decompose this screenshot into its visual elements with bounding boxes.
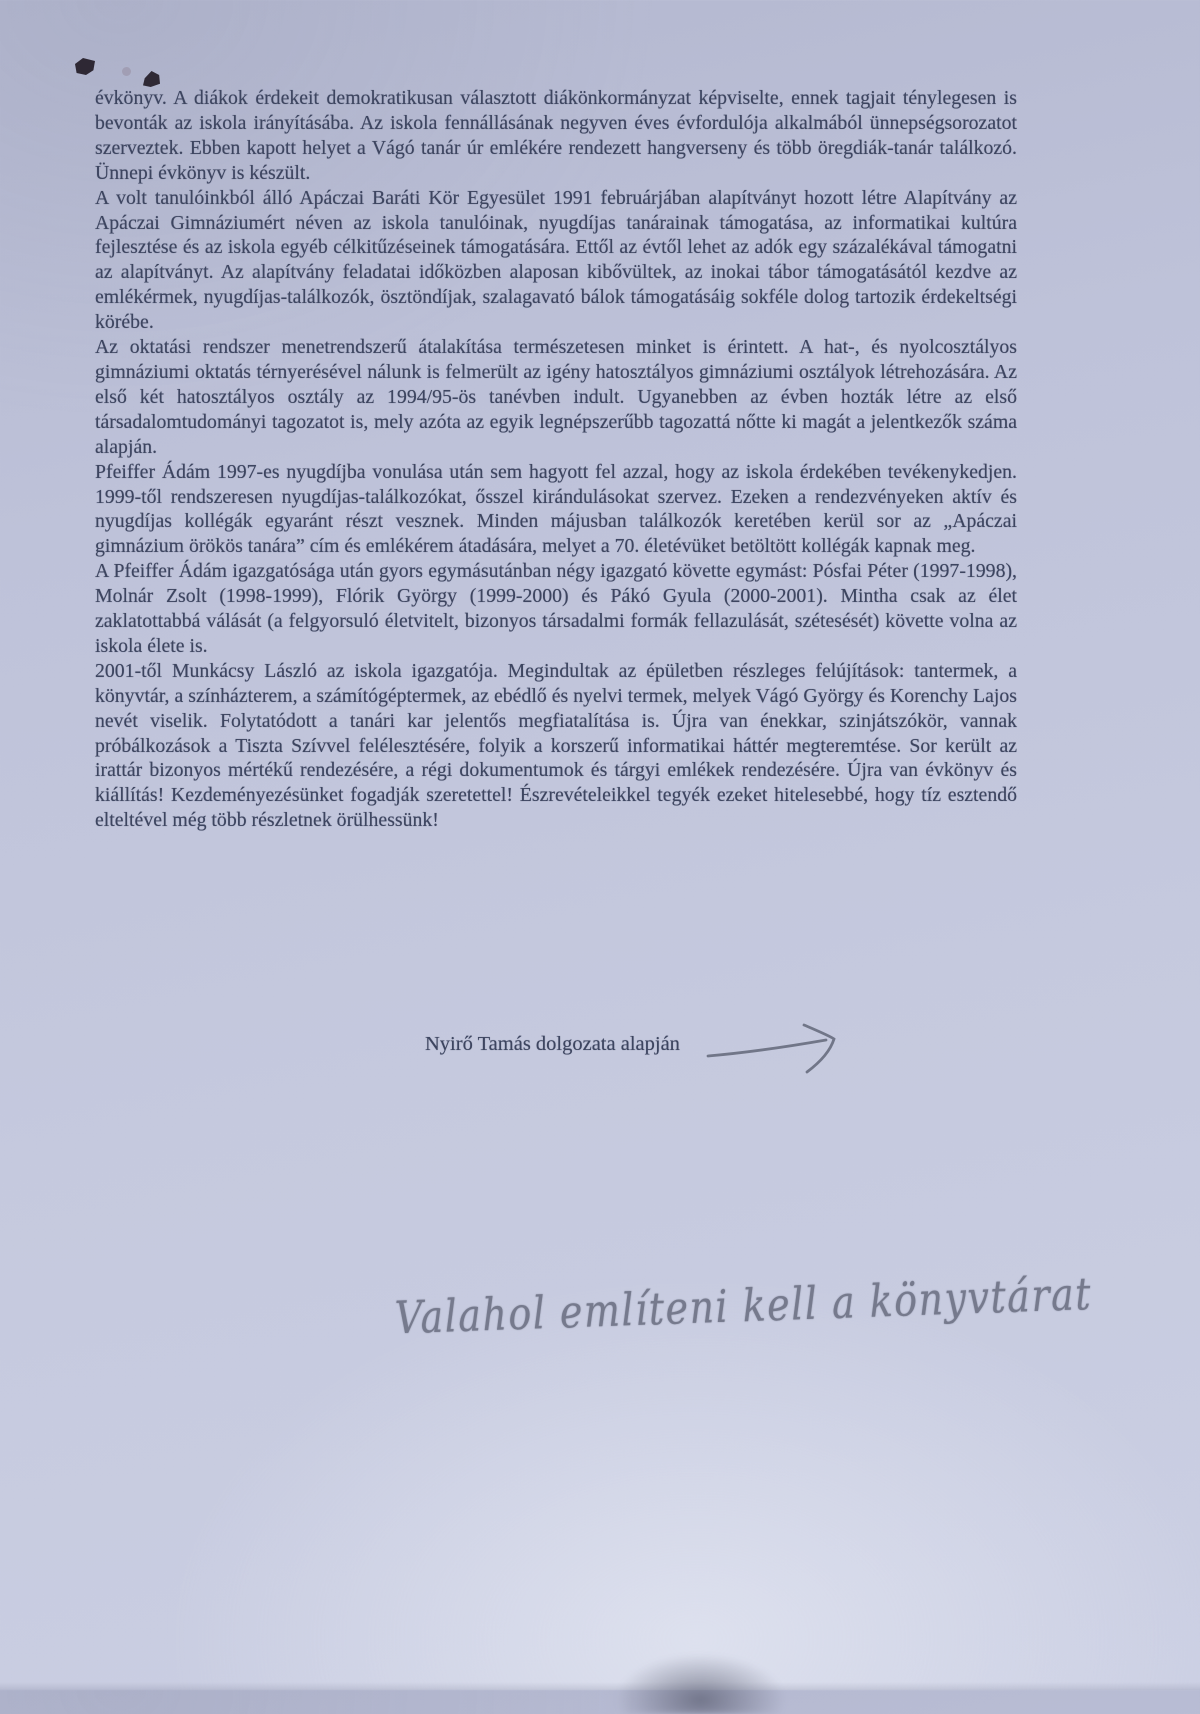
paragraph: A Pfeiffer Ádám igazgatósága után gyors egymásutánban négy igazgató követte egymást: Pósfai Péter (1997-1998), Molnár Zsolt (1998-1999), Flórik György (1999-2000) és Pákó Gyula (2000-2001). Mintha csak az élet zaklatottabbá válását (a felgyorsuló életvitelt, bizonyos társadalmi formák fellazulását, szétesését) követte volna az iskola élete is.: [95, 560, 1017, 657]
scan-edge-shadow: [0, 1682, 1200, 1690]
document-body: [95, 86, 1017, 833]
ink-mark-icon: [143, 71, 160, 87]
ink-dot-icon: [122, 67, 131, 76]
handwritten-arrow-icon: [698, 1018, 858, 1080]
paragraph: évkönyv. A diákok érdekeit demokratikusan választott diákönkormányzat képviselte, ennek tagjait ténylegesen is bevonták az iskola irányításába. Az iskola fennállásának negyven éves évfordulója alkalmából ünnepségsorozatot szerveztek. Ebben kapott helyet a Vágó tanár úr emlékére rendezett hangverseny és több öregdiák-tanár találkozó. Ünnepi évkönyv is készült.: [95, 87, 1017, 184]
paragraph: Pfeiffer Ádám 1997-es nyugdíjba vonulása után sem hagyott fel azzal, hogy az iskola érdekében tevékenykedjen. 1999-től rendszeresen nyugdíjas-találkozókat, ősszel kirándulásokat szervez. Ezeken a rendezvényeken aktív és nyugdíjas kollégák egyaránt részt vesznek. Minden májusban találkozók keretében kerül sor az „Apáczai gimnázium örökös tanára” cím és emlékérem átadására, melyet a 70. életévüket betöltött kollégák kapnak meg.: [95, 460, 1017, 558]
paragraph: Az oktatási rendszer menetrendszerű átalakítása természetesen minket is érintett. A hat-, és nyolcosztályos gimnáziumi oktatás térnyerésével nálunk is felmerült az igény hatosztályos gimnáziumi osztályok létrehozására. Az első két hatosztályos osztály az 1994/95-ös tanévben indult. Ugyanebben az évben hozták létre az első társadalomtudományi tagozatot is, mely azóta az egyik legnépszerűbb tagozattá nőtte ki magát a jelentkezők száma alapján.: [95, 336, 1017, 458]
handwritten-note: Valahol említeni kell a könyvtárat: [394, 1267, 1093, 1344]
paragraph: 2001-től Munkácsy László az iskola igazgatója. Megindultak az épületben részleges felújítások: tantermek, a könyvtár, a színházterem, a számítógéptermek, az ebédlő és nyelvi termek, melyek Vágó György és Korenchy Lajos nevét viselik. Folytatódott a tanári kar jelentős megfiatalítása is. Újra van énekkar, szinjátszókör, vannak próbálkozások a Tiszta Szívvel felélesztésére, folyik a korszerű informatikai háttér megteremtése. Sor került az irattár bizonyos mértékű rendezésére, a régi dokumentumok és tárgyi emlékek rendezésére. Újra van évkönyv és kiállítás! Kezdeményezésünket fogadják szeretettel! Észrevételeikkel tegyék ezeket hitelesebbé, hogy tíz esztendő elteltével még több részletnek örülhessünk!: [95, 659, 1017, 832]
byline: Nyirő Tamás dolgozata alapján: [425, 1033, 680, 1055]
ink-mark-icon: [75, 58, 95, 75]
paragraph: A volt tanulóinkból álló Apáczai Baráti Kör Egyesület 1991 februárjában alapítványt hozott létre Alapítvány az Apáczai Gimnáziumért néven az iskola tanulóinak, nyugdíjas tanárainak támogatása, az informatikai kultúra fejlesztése és az iskola egyéb célkitűzéseinek támogatására. Ettől az évtől lehet az adók egy százalékával támogatni az alapítványt. Az alapítvány feladatai időközben alaposan kibővültek, az inokai tábor támogatásától kezdve az emlékérmek, nyugdíjas-találkozók, ösztöndíjak, szalagavató bálok támogatásáig sokféle dolog tartozik érdekeltségi körébe.: [95, 186, 1017, 334]
